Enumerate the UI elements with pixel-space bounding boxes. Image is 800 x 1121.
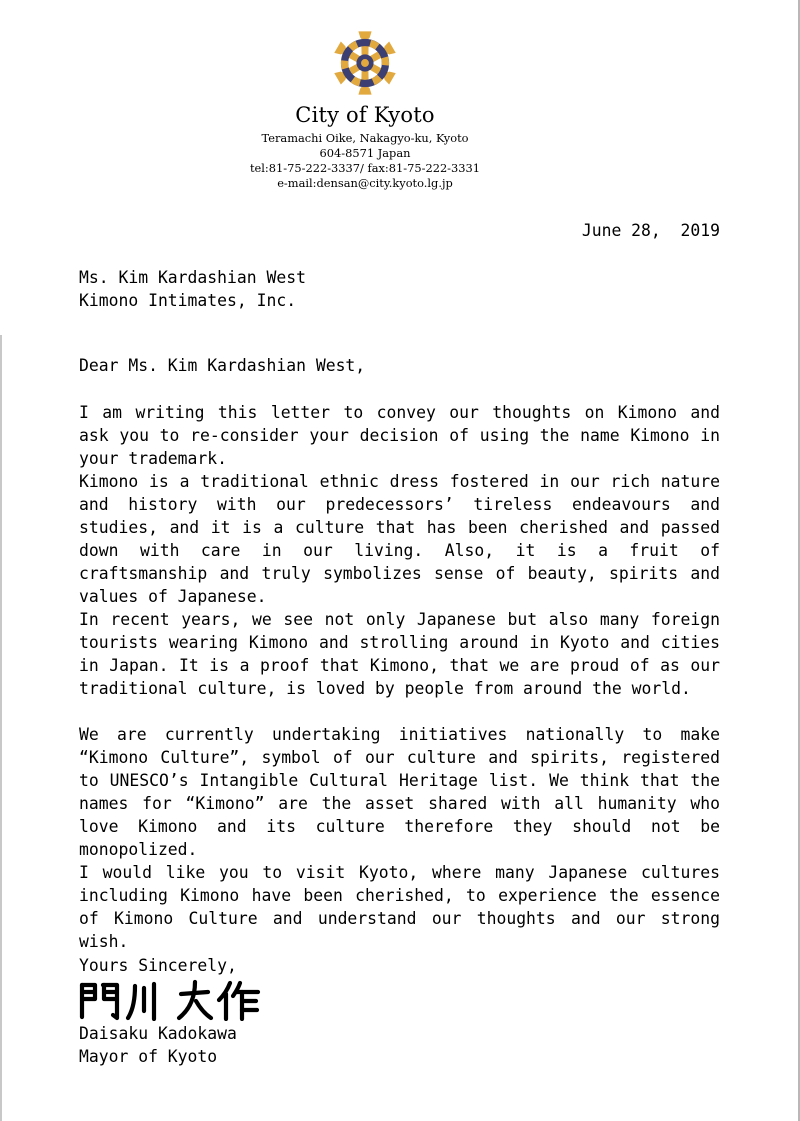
city-name: City of Kyoto <box>295 103 435 127</box>
salutation: Dear Ms. Kim Kardashian West, <box>79 356 366 375</box>
recipient-block <box>79 266 306 312</box>
address-line: Teramachi Oike, Nakagyo-ku, Kyoto <box>261 131 469 145</box>
signer-name: Daisaku Kadokawa <box>79 1024 237 1043</box>
recipient-company: Kimono Intimates, Inc. <box>79 291 297 310</box>
signer-title: Mayor of Kyoto <box>79 1047 218 1066</box>
closing: Yours Sincerely, <box>79 956 237 975</box>
body-paragraph-4: We are currently undertaking initiatives nationally to make “Kimono Culture”, symbol of our culture and spirits, registered to UNESCO’s Intangible Cultural Heritage list. We think that the names for “Kimono” are the asset shared with all humanity who love Kimono and its culture therefore they should not be monopolized. <box>79 725 720 859</box>
handwritten-signature <box>78 977 273 1021</box>
letterhead <box>200 30 530 191</box>
body-paragraph-1: I am writing this letter to convey our thoughts on Kimono and ask you to re-consider your decision of using the name Kimono in your trademark. <box>79 403 720 468</box>
recipient-name: Ms. Kim Kardashian West <box>79 268 306 287</box>
kyoto-city-crest-icon <box>332 30 398 96</box>
contact-line: tel:81-75-222-3337/ fax:81-75-222-3331 <box>249 161 481 175</box>
body-paragraph-2: Kimono is a traditional ethnic dress fostered in our rich nature and history with our predecessors’ tireless endeavours and studies, and it is a culture that has been cherished and passed down with care in our living. Also, it is a fruit of craftsmanship and truly symbolizes sense of beauty, spirits and values of Japanese. <box>79 472 720 606</box>
email-line: e-mail:densan@city.kyoto.lg.jp <box>277 176 453 190</box>
letter-date: June 28, 2019 <box>581 221 720 240</box>
body-paragraph-5: I would like you to visit Kyoto, where many Japanese cultures including Kimono have been cherished, to experience the essence of Kimono Culture and understand our thoughts and our strong wish. <box>79 863 720 951</box>
body-paragraph-3: In recent years, we see not only Japanese but also many foreign tourists wearing Kimono and strolling around in Kyoto and cities in Japan. It is a proof that Kimono, that we are proud of as our traditional culture, is loved by people from around the world. <box>79 610 720 698</box>
postal-line: 604-8571 Japan <box>319 146 411 160</box>
signer-block <box>79 1022 237 1068</box>
page-edge-left <box>0 335 2 1121</box>
